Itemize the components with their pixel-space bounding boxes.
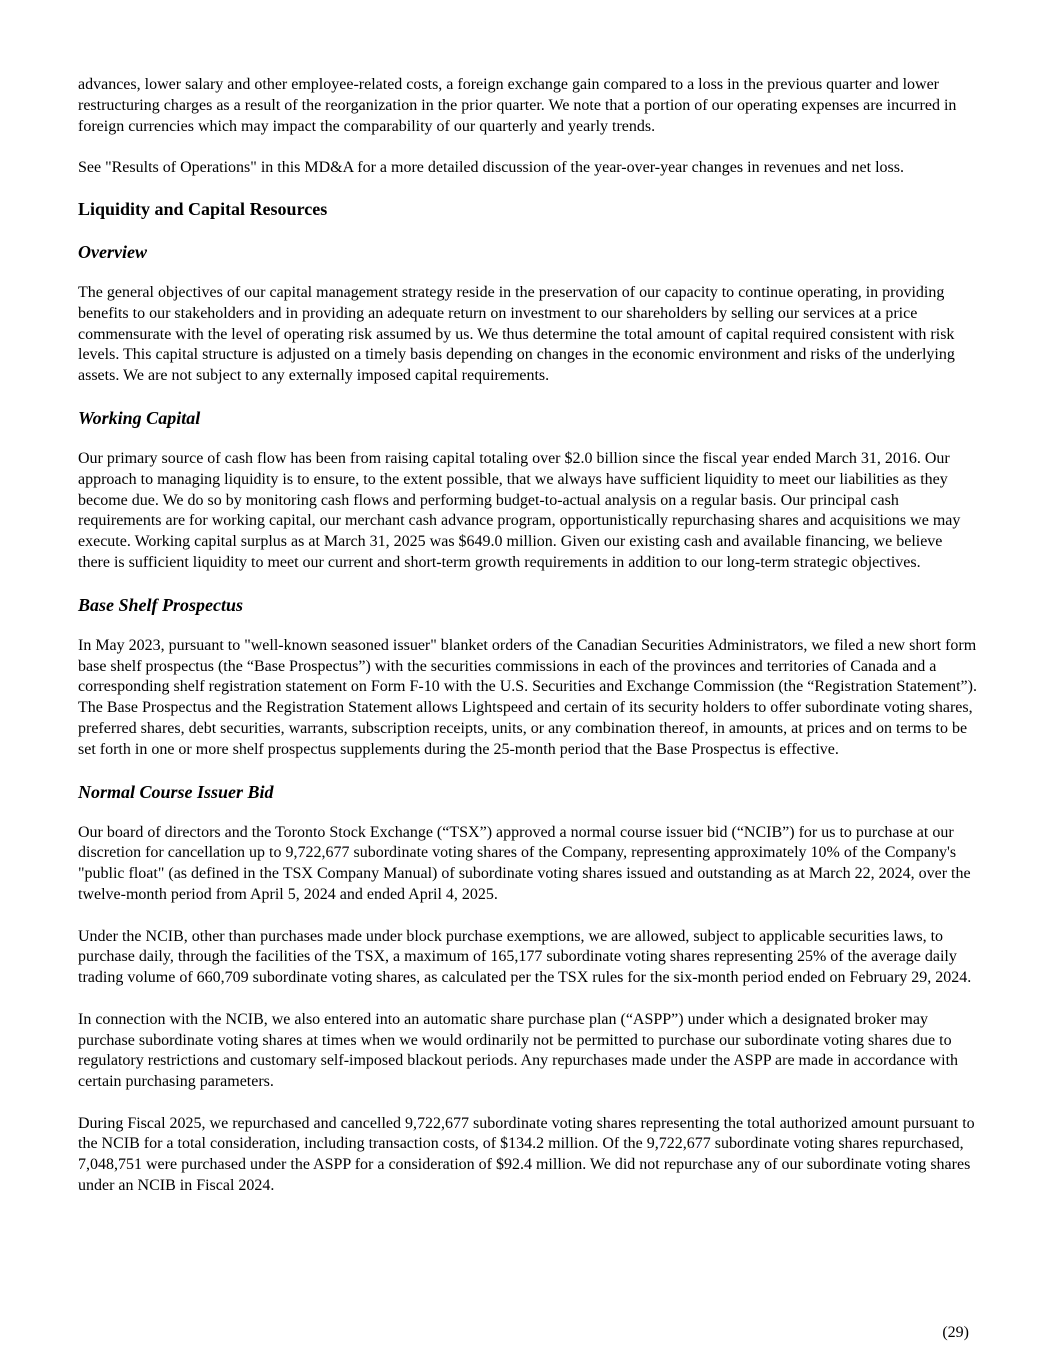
intro-paragraph-1: advances, lower salary and other employee-related costs, a foreign exchange gain compared to a loss in the previous quarter and lower restructuring charges as a result of the reorganization in the prior quarter. We note that a portion of our operating expenses are incurred in foreign currencies which may impact the comparability of our quarterly and yearly trends. — [78, 76, 957, 135]
ncib-paragraph-2: Under the NCIB, other than purchases made under block purchase exemptions, we are allowed, subject to applicable securities laws, to purchase daily, through the facilities of the TSX, a maximum of 165,177 subordinate voting shares representing 25% of the average daily trading volume of 660,709 subordinate voting shares, as calculated per the TSX rules for the six-month period ended on February 29, 2024. — [78, 927, 972, 987]
ncib-paragraph-4: During Fiscal 2025, we repurchased and cancelled 9,722,677 subordinate voting shares representing the total authorized amount pursuant to the NCIB for a total consideration, including transaction costs, of $134.2 million. Of the 9,722,677 subordinate voting shares repurchased, 7,048,751 were purchased under the ASPP for a consideration of $92.4 million. We did not repurchase any of our subordinate voting shares under an NCIB in Fiscal 2024. — [78, 1114, 975, 1195]
overview-paragraph: The general objectives of our capital management strategy reside in the preservation of our capacity to continue operating, in providing benefits to our stakeholders and in providing an adequate return on investment to our shareholders by selling our services at a price commensurate with the level of operating risk assumed by us. We thus determine the total amount of capital required consistent with risk levels. This capital structure is adjusted on a timely basis depending on changes in the economic environment and risks of the underlying assets. We are not subject to any externally imposed capital requirements. — [78, 283, 955, 385]
overview-heading: Overview — [78, 241, 147, 262]
ncib-heading: Normal Course Issuer Bid — [78, 781, 274, 802]
page-number: (29) — [942, 1324, 969, 1341]
liquidity-heading: Liquidity and Capital Resources — [78, 198, 328, 219]
ncib-paragraph-3: In connection with the NCIB, we also entered into an automatic share purchase plan (“ASPP”) under which a designated broker may purchase subordinate voting shares at times when we would ordinarily not be permitted to purchase our subordinate voting shares due to regulatory restrictions and customary self-imposed blackout periods. Any repurchases made under the ASPP are made in accordance with certain purchasing parameters. — [78, 1010, 959, 1091]
working-capital-paragraph: Our primary source of cash flow has been from raising capital totaling over $2.0 billion since the fiscal year ended March 31, 2016. Our approach to managing liquidity is to ensure, to the extent possible, that we always have sufficient liquidity to meet our liabilities as they become due. We do so by monitoring cash flows and performing budget-to-actual analysis on a regular basis. Our principal cash requirements are for working capital, our merchant cash advance program, opportunistically repurchasing shares and acquisitions we may execute. Working capital surplus as at March 31, 2025 was $649.0 million. Given our existing cash and available financing, we believe there is sufficient liquidity to meet our current and short-term growth requirements in addition to our long-term strategic objectives. — [78, 449, 961, 571]
ncib-paragraph-1: Our board of directors and the Toronto Stock Exchange (“TSX”) approved a normal course issuer bid (“NCIB”) for us to purchase at our discretion for cancellation up to 9,722,677 subordinate voting shares of the Company, representing approximately 10% of the Company's "public float" (as defined in the TSX Company Manual) of subordinate voting shares issued and outstanding as at March 22, 2024, over the twelve-month period from April 5, 2024 and ended April 4, 2025. — [78, 823, 971, 903]
intro-paragraph-2: See "Results of Operations" in this MD&A for a more detailed discussion of the year-over-year changes in revenues and net loss. — [78, 159, 904, 177]
document-body — [78, 75, 978, 1197]
base-shelf-paragraph: In May 2023, pursuant to "well-known seasoned issuer" blanket orders of the Canadian Securities Administrators, we filed a new short form base shelf prospectus (the “Base Prospectus”) with the securities commissions in each of the provinces and territories of Canada and a corresponding shelf registration statement on Form F-10 with the U.S. Securities and Exchange Commission (the “Registration Statement”). The Base Prospectus and the Registration Statement allows Lightspeed and certain of its security holders to offer subordinate voting shares, preferred shares, debt securities, warrants, subscription receipts, units, or any combination thereof, in amounts, at prices and on terms to be set forth in one or more shelf prospectus supplements during the 25-month period that the Base Prospectus is effective. — [78, 636, 977, 758]
base-shelf-heading: Base Shelf Prospectus — [78, 594, 244, 615]
working-capital-heading: Working Capital — [78, 407, 201, 428]
